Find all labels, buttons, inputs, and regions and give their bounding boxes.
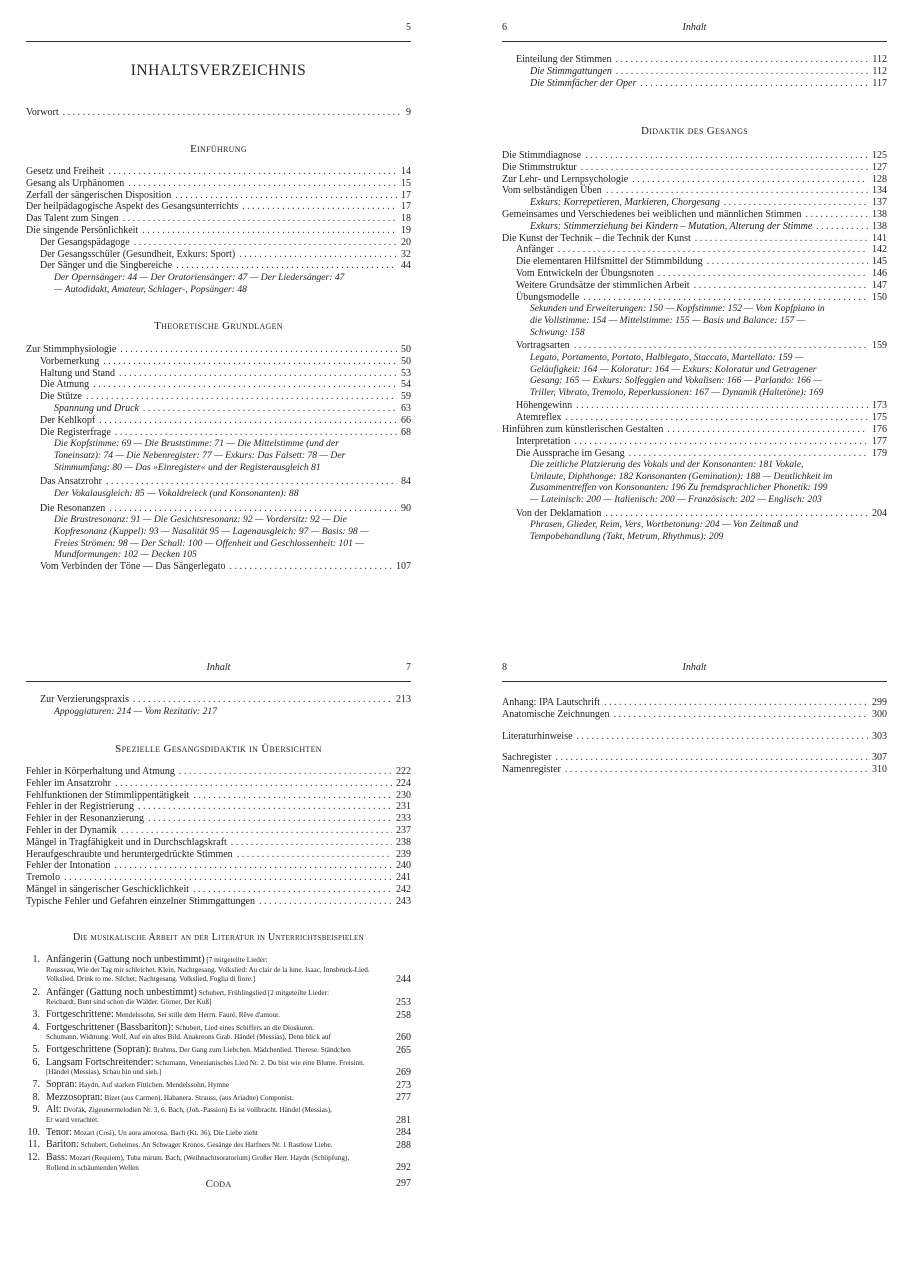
toc-entry[interactable]: Die Stütze . . . 59	[26, 391, 411, 403]
page-number: 8	[502, 662, 507, 673]
toc-example[interactable]: 6. Langsam Fortschreitender: Schumann, Venezianisches Lied Nr. 2. Du bist wie eine Blume. Freisinn. [Händel (Messias), Schau hin und sieh.] 269	[32, 1056, 411, 1078]
toc-entry[interactable]: Fehlfunktionen der Stimmlippentätigkeit . . . 230	[26, 790, 411, 802]
toc-entry[interactable]: Die Resonanzen . . . 90	[26, 503, 411, 515]
toc-entry[interactable]: Die Aussprache im Gesang . . . 179	[502, 448, 887, 460]
toc-verzierung	[26, 694, 411, 717]
page-number: 7	[406, 662, 411, 673]
section-heading-einfuehrung: Einführung	[190, 143, 247, 155]
toc-example[interactable]: 4. Fortgeschrittener (Bassbariton): Schubert, Lied eines Schiffers an die Dioskuren. Schumann, Widmung. Wolf, Auf ein altes Bild. Anakreons Grab. Händel (Messias), Denn blick auf 260	[32, 1021, 411, 1043]
toc-example[interactable]: 2. Anfänger (Gattung noch unbestimmt) Schubert, Frühlingslied [2 mitgeteilte Lieder: Reichardt, Bunt sind schon die Wälder. Görner, Der Kuß] 253	[32, 986, 411, 1008]
toc-entry[interactable]: Weitere Grundsätze der stimmlichen Arbeit . . . 147	[502, 280, 887, 292]
toc-entry[interactable]: Mängel in Tragfähigkeit und in Durchschlagskraft . . . 238	[26, 837, 411, 849]
toc-entry[interactable]: Fehler im Ansatzrohr . . . 224	[26, 778, 411, 790]
toc-entry[interactable]: Höhengewinn . . . 173	[502, 400, 887, 412]
toc-entry[interactable]: Vom Verbinden der Töne — Das Sängerlegato . . . 107	[26, 561, 411, 573]
section-heading-theoretische-grundlagen: Theoretische Grundlagen	[154, 320, 283, 332]
toc-entry[interactable]: Gesetz und Freiheit . . . 14	[26, 166, 411, 178]
toc-entry[interactable]: Typische Fehler und Gefahren einzelner Stimmgattungen . . . 243	[26, 896, 411, 908]
toc-entry[interactable]: Von der Deklamation . . . 204	[502, 508, 887, 520]
toc-entry[interactable]: Zur Lehr- und Lernpsychologie . . . 128	[502, 174, 887, 186]
toc-entry[interactable]: Einteilung der Stimmen . . . 112	[502, 54, 887, 66]
running-head-title: Inhalt	[682, 662, 707, 673]
toc-example[interactable]: 1. Anfängerin (Gattung noch unbestimmt) [7 mitgeteilte Lieder: Rousseau, Wie der Tag mir schleichet. Klein, Nachtgesang. Volkslied: Au clair de la lune. Isaac, Innsbruck-Lied. Volkslied, Drink to me. Silcher, Nachtgesang. Volkslied, Foglia di fiore.] 244	[32, 954, 411, 985]
toc-entry[interactable]: Gemeinsames und Verschiedenes bei weiblichen und männlichen Stimmen . . . 138	[502, 209, 887, 221]
toc-entry[interactable]: Die Stimmdiagnose . . . 125	[502, 150, 887, 162]
toc-entry[interactable]: Der Gesangsschüler (Gesundheit, Exkurs: Sport) . . . 32	[26, 249, 411, 261]
running-head	[26, 662, 411, 676]
section-heading-spezielle-didaktik: Spezielle Gesangsdidaktik in Übersichten	[115, 743, 322, 755]
toc-entry[interactable]: Die Registerfrage . . . 68	[26, 427, 411, 439]
toc-entry[interactable]: Vortragsarten . . . 159	[502, 340, 887, 352]
toc-entry[interactable]: Übungsmodelle . . . 150	[502, 292, 887, 304]
toc-entry[interactable]: Anatomische Zeichnungen . . . 300	[502, 709, 887, 721]
toc-entry[interactable]: Der heilpädagogische Aspekt des Gesangsunterrichts . . . 17	[26, 201, 411, 213]
toc-entry[interactable]: Atemreflex . . . 175	[502, 412, 887, 424]
toc-entry[interactable]: Zur Verzierungspraxis . . . 213	[26, 694, 411, 706]
toc-section-spezielle-didaktik	[26, 766, 411, 908]
running-head	[502, 662, 887, 676]
toc-entry[interactable]: Gesang als Urphänomen . . . 15	[26, 178, 411, 190]
toc-appendix	[502, 697, 887, 776]
toc-entry[interactable]: Fehler in der Dynamik . . . 237	[26, 825, 411, 837]
toc-entry[interactable]: Anfänger . . . 142	[502, 244, 887, 256]
toc-entry[interactable]: Namenregister . . . 310	[502, 764, 887, 776]
toc-vorwort[interactable]: Vorwort . . . 9	[26, 107, 411, 119]
toc-example[interactable]: 11. Bariton: Schubert, Geheimes. An Schwager Kronos. Gesänge des Harfners Nr. 1 Rastlose Liebe. 288	[27, 1139, 411, 1152]
toc-entry[interactable]: Die Atmung . . . 54	[26, 379, 411, 391]
toc-entry[interactable]: Exkurs: Korrepetieren, Markieren, Chorgesang . . . 137	[502, 197, 887, 209]
toc-entry[interactable]: Hinführen zum künstlerischen Gestalten . . . 176	[502, 424, 887, 436]
toc-subentries: Die zeitliche Platzierung des Vokals und der Konsonanten: 181 Vokale, Umlaute, Diphthonge: 182 Konsonanten (Gemination): 188 — Deutlichkeit im Zusammentreffen von Konsonanten: 196 Zu fremdsprachlicher Phonetik: 199 — Lateinisch: 200 — Italienisch: 200 — Französisch: 202 — Englisch: 203	[530, 459, 833, 506]
running-head	[26, 22, 411, 36]
toc-subentries: Der Vokalausgleich: 85 — Vokaldreieck (und Konsonanten): 88	[54, 487, 299, 499]
coda-page: 297	[396, 1178, 411, 1189]
toc-section-einfuehrung	[26, 166, 411, 295]
running-head-title: Inhalt	[682, 22, 707, 33]
toc-subentries: Sekunden und Erweiterungen: 150 — Kopfstimme: 152 — Vom Kopfpiano in die Vollstimme: 154 — Mittelstimme: 155 — Basis und Balance: 157 — Schwung: 158	[530, 303, 825, 338]
toc-top-entries	[502, 54, 887, 89]
toc-entry[interactable]: Vorbemerkung . . . 50	[26, 356, 411, 368]
section-heading-literatur-arbeit: Die musikalische Arbeit an der Literatur in Unterrichtsbeispielen	[73, 932, 364, 943]
toc-subentries: Der Opernsänger: 44 — Der Oratoriensänger: 47 — Der Liedersänger: 47 — Autodidakt, Amateur, Schlager-, Popsänger: 48	[54, 272, 345, 295]
toc-entry[interactable]: Literaturhinweise . . . 303	[502, 731, 887, 743]
toc-entry[interactable]: Die singende Persönlichkeit . . . 19	[26, 225, 411, 237]
page-title: INHALTSVERZEICHNIS	[130, 62, 307, 79]
toc-example[interactable]: 9. Alt: Dvořák, Zigeunermelodien Nr. 3, 6. Bach, (Joh.-Passion) Es ist vollbracht. Händel (Messias), Er ward verachtet. 281	[32, 1104, 411, 1126]
toc-example[interactable]: 8. Mezzosopran: Bizet (aus Carmen), Habanera. Strauss, (aus Ariadne) Componist. 277	[32, 1091, 411, 1104]
toc-subentries: Legato, Portamento, Portato, Halblegato, Staccato, Martellato: 159 — Geläufigkeit: 164 — Koloratur: 164 — Exkurs: Koloratur und Getragener Gesang: 165 — Exkurs: Solfeggien und Vokalisen: 166 — Parlando: 166 — Triller, Vibrato, Tremolo, Reperkussionen: 167 — Dynamik (Haltetöne): 169	[530, 351, 824, 398]
toc-section-didaktik	[502, 150, 887, 543]
toc-entry[interactable]: Die Stimmfächer der Oper . . . 117	[502, 78, 887, 90]
toc-subentries: Die Kopfstimme: 69 — Die Bruststimme: 71 — Die Mittelstimme (und der Toneinsatz): 74 — Die Nebenregister: 77 — Exkurs: Das Falsett: 78 — Der Stimmumfang: 80 — Das »Einregister« und der Registerausgleich 81	[54, 438, 346, 473]
toc-coda[interactable]	[26, 1178, 411, 1190]
toc-entry[interactable]: Der Sänger und die Singbereiche . . . 44	[26, 260, 411, 272]
toc-entry[interactable]: Zerfall der sängerischen Disposition . . . 17	[26, 190, 411, 202]
toc-entry[interactable]: Spannung und Druck . . . 63	[26, 403, 411, 415]
toc-entry[interactable]: Fehler in der Resonanzierung . . . 233	[26, 813, 411, 825]
coda-heading: Coda	[205, 1178, 232, 1190]
page-number: 6	[502, 22, 507, 33]
toc-entry[interactable]: Mängel in sängerischer Geschicklichkeit . . . 242	[26, 884, 411, 896]
toc-example[interactable]: 7. Sopran: Haydn, Auf starken Fittichen. Mendelssohn, Hymne 273	[32, 1078, 411, 1091]
toc-entry[interactable]: Die Stimmstruktur . . . 127	[502, 162, 887, 174]
toc-entry[interactable]: Haltung und Stand . . . 53	[26, 368, 411, 380]
toc-entry[interactable]: Heraufgeschraubte und heruntergedrückte Stimmen . . . 239	[26, 849, 411, 861]
toc-entry[interactable]: Vom Entwickeln der Übungsnoten . . . 146	[502, 268, 887, 280]
header-rule	[26, 41, 411, 42]
header-rule	[26, 681, 411, 682]
toc-entry[interactable]: Interpretation . . . 177	[502, 436, 887, 448]
toc-entry[interactable]: Tremolo . . . 241	[26, 872, 411, 884]
running-head	[502, 22, 887, 36]
toc-example[interactable]: 10. Tenor: Mozart (Così), Un aura amorosa. Bach (Kt. 36), Die Liebe zieht 284	[27, 1126, 411, 1139]
toc-entry[interactable]: Fehler in Körperhaltung und Atmung . . . 222	[26, 766, 411, 778]
toc-example[interactable]: 12. Bass: Mozart (Requiem), Tuba mirum. Bach, (Weihnachtsoratorium) Großer Herr. Haydn (Schöpfung), Rollend in schäumenden Wellen 292	[27, 1152, 411, 1174]
toc-example[interactable]: 5. Fortgeschrittene (Sopran): Brahms, Der Gang zum Liebchen. Mädchenlied. Therese. Ständchen 265	[32, 1043, 411, 1056]
toc-entry[interactable]: Das Ansatzrohr . . . 84	[26, 476, 411, 488]
toc-entry[interactable]: Die Stimmgattungen . . . 112	[502, 66, 887, 78]
toc-entry[interactable]: Das Talent zum Singen . . . 18	[26, 213, 411, 225]
toc-subentries: Phrasen, Glieder, Reim, Vers, Wortbetonung: 204 — Von Zeitmaß und Tempobehandlung (Takt, Metrum, Rhythmus): 209	[530, 519, 798, 543]
section-heading-didaktik: Didaktik des Gesangs	[641, 125, 748, 137]
toc-subentries: Appoggiaturen: 214 — Vom Rezitativ: 217	[54, 705, 217, 717]
running-head-title: Inhalt	[206, 662, 231, 673]
toc-examples	[26, 954, 411, 1173]
toc-example[interactable]: 3. Fortgeschrittene: Mendelssohn, Sei stille dem Herrn. Fauré, Rêve d'amour. 258	[32, 1008, 411, 1021]
toc-entry[interactable]: Fehler der Intonation . . . 240	[26, 860, 411, 872]
toc-entry[interactable]: Vom selbständigen Üben . . . 134	[502, 185, 887, 197]
header-rule	[502, 681, 887, 682]
toc-entry[interactable]: Zur Stimmphysiologie . . . 50	[26, 344, 411, 356]
toc-entry[interactable]: Fehler in der Registrierung . . . 231	[26, 801, 411, 813]
toc-entry[interactable]: Die Kunst der Technik – die Technik der Kunst . . . 141	[502, 233, 887, 245]
toc-entry[interactable]: Der Gesangspädagoge . . . 20	[26, 237, 411, 249]
toc-entry[interactable]: Anhang: IPA Lautschrift . . . 299	[502, 697, 887, 709]
toc-subentries: Die Brustresonanz: 91 — Die Gesichtsresonanz: 92 — Vordersitz: 92 — Die Kopfresonanz (Kuppel): 93 — Nasalität 95 — Lagenausgleich: 97 — Basis: 98 — Freies Strömen: 98 — Der Schall: 100 — Offenheit und Geschlossenheit: 101 — Mundformungen: 102 — Decken 105	[54, 514, 369, 561]
toc-entry[interactable]: Sachregister . . . 307	[502, 752, 887, 764]
toc-section-theoretische-grundlagen	[26, 344, 411, 573]
toc-entry[interactable]: Die elementaren Hilfsmittel der Stimmbildung . . . 145	[502, 256, 887, 268]
page-number: 5	[406, 22, 411, 33]
header-rule	[502, 41, 887, 42]
toc-entry[interactable]: Der Kehlkopf . . . 66	[26, 415, 411, 427]
toc-entry[interactable]: Exkurs: Stimmerziehung bei Kindern – Mutation, Alterung der Stimme . . . 138	[502, 221, 887, 233]
